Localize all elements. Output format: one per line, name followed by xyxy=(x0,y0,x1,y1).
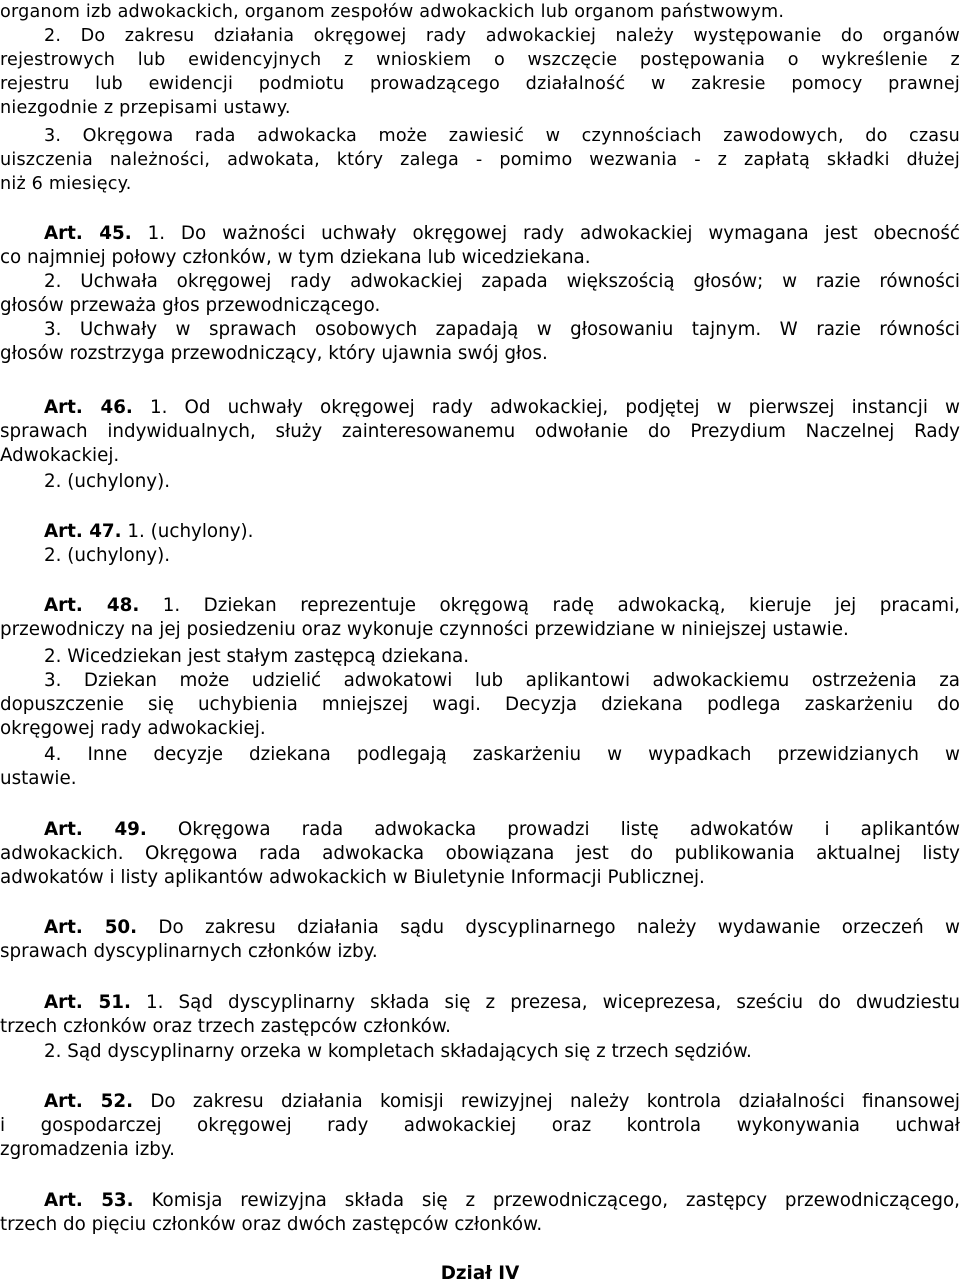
article-47-line-1 xyxy=(44,520,960,544)
article-49-line-1 xyxy=(44,818,960,842)
article-53-line-1 xyxy=(44,1189,960,1213)
section-heading: Dział IV xyxy=(440,1263,520,1284)
text-line: ustawie. xyxy=(0,768,77,789)
text-line: sprawach indywidualnych, służy zainteresowanemu odwołanie do Prezydium Naczelnej Rady xyxy=(0,421,960,442)
text-line: 3. Dziekan może udzielić adwokatowi lub aplikantowi adwokackiemu ostrzeżenia za xyxy=(44,670,960,691)
text-line: 3. Okręgowa rada adwokacka może zawiesić w czynnościach zawodowych, do czasu xyxy=(44,126,960,146)
article-48-line-1 xyxy=(44,594,960,618)
text-line: 3. Uchwały w sprawach osobowych zapadają w głosowaniu tajnym. W razie równości xyxy=(44,319,960,340)
text-line: 1. Dziekan reprezentuje okręgową radę adwokacką, kieruje jej pracami, xyxy=(162,595,960,616)
text-line: Okręgowa rada adwokacka prowadzi listę adwokatów i aplikantów xyxy=(177,819,960,840)
article-number: Art. 51. xyxy=(44,992,131,1013)
article-number: Art. 45. xyxy=(44,223,132,244)
text-line: dopuszczenie się uchybienia mniejszej wagi. Decyzja dziekana podlega zaskarżeniu do xyxy=(0,694,960,715)
article-number: Art. 50. xyxy=(44,917,138,938)
text-line: głosów rozstrzyga przewodniczący, który ujawnia swój głos. xyxy=(0,343,548,364)
text-line: 2. (uchylony). xyxy=(44,471,171,492)
text-line: trzech do pięciu członków oraz dwóch zastępców członków. xyxy=(0,1214,543,1235)
text-line: uiszczenia należności, adwokata, który zalega - pomimo wezwania - z zapłatą składki dłużej xyxy=(0,150,960,170)
text-line: 1. (uchylony). xyxy=(127,521,254,542)
text-line: 1. Sąd dyscyplinarny składa się z prezesa, wiceprezesa, sześciu do dwudziestu xyxy=(146,992,960,1013)
text-line: i gospodarczej okręgowej rady adwokackiej oraz kontrola wykonywania uchwał xyxy=(0,1115,960,1136)
article-50-line-1 xyxy=(44,916,960,940)
text-line: rejestrowych lub ewidencyjnych z wnioskiem o wszczęcie postępowania o wykreślenie z xyxy=(0,50,960,70)
text-line: 2. (uchylony). xyxy=(44,545,171,566)
text-line: adwokackich. Okręgowa rada adwokacka obowiązana jest do publikowania aktualnej listy xyxy=(0,843,960,864)
text-line: niż 6 miesięcy. xyxy=(0,174,132,194)
text-line: niezgodnie z przepisami ustawy. xyxy=(0,98,291,118)
article-number: Art. 52. xyxy=(44,1091,134,1112)
article-number: Art. 47. xyxy=(44,521,122,542)
text-line: co najmniej połowy członków, w tym dziekana lub wicedziekana. xyxy=(0,247,591,268)
text-line: trzech członków oraz trzech zastępców członków. xyxy=(0,1016,451,1037)
text-line: 2. Uchwała okręgowej rady adwokackiej zapada większością głosów; w razie równości xyxy=(44,271,960,292)
text-line: Do zakresu działania sądu dyscyplinarnego należy wydawanie orzeczeń w xyxy=(158,917,960,938)
text-line: zgromadzenia izby. xyxy=(0,1139,175,1160)
text-line: rejestru lub ewidencji podmiotu prowadzącego działalność w zakresie pomocy prawnej xyxy=(0,74,960,94)
text-line: okręgowej rady adwokackiej. xyxy=(0,718,266,739)
article-52-line-1 xyxy=(44,1090,960,1114)
article-number: Art. 46. xyxy=(44,397,133,418)
text-line: 1. Od uchwały okręgowej rady adwokackiej, podjętej w pierwszej instancji w xyxy=(149,397,960,418)
text-line: 4. Inne decyzje dziekana podlegają zaskarżeniu w wypadkach przewidzianych w xyxy=(44,744,960,765)
text-line: Adwokackiej. xyxy=(0,445,120,466)
text-line: adwokatów i listy aplikantów adwokackich w Biuletynie Informacji Publicznej. xyxy=(0,867,705,888)
text-line: 2. Sąd dyscyplinarny orzeka w kompletach składających się z trzech sędziów. xyxy=(44,1041,752,1062)
text-line: organom izb adwokackich, organom zespołów adwokackich lub organom państwowym. xyxy=(0,2,785,22)
article-number: Art. 48. xyxy=(44,595,140,616)
article-45-line-1 xyxy=(44,222,960,246)
text-line: 2. Wicedziekan jest stałym zastępcą dziekana. xyxy=(44,646,470,667)
text-line: 1. Do ważności uchwały okręgowej rady adwokackiej wymagana jest obecność xyxy=(147,223,960,244)
article-number: Art. 49. xyxy=(44,819,147,840)
text-line: Do zakresu działania komisji rewizyjnej należy kontrola działalności finansowej xyxy=(150,1091,960,1112)
article-51-line-1 xyxy=(44,991,960,1015)
text-line: sprawach dyscyplinarnych członków izby. xyxy=(0,941,378,962)
text-line: 2. Do zakresu działania okręgowej rady adwokackiej należy występowanie do organów xyxy=(44,26,960,46)
text-line: głosów przeważa głos przewodniczącego. xyxy=(0,295,381,316)
article-number: Art. 53. xyxy=(44,1190,134,1211)
text-line: przewodniczy na jej posiedzeniu oraz wykonuje czynności przewidziane w niniejszej ustawie. xyxy=(0,619,849,640)
article-46-line-1 xyxy=(44,396,960,420)
text-line: Komisja rewizyjna składa się z przewodniczącego, zastępcy przewodniczącego, xyxy=(151,1190,960,1211)
